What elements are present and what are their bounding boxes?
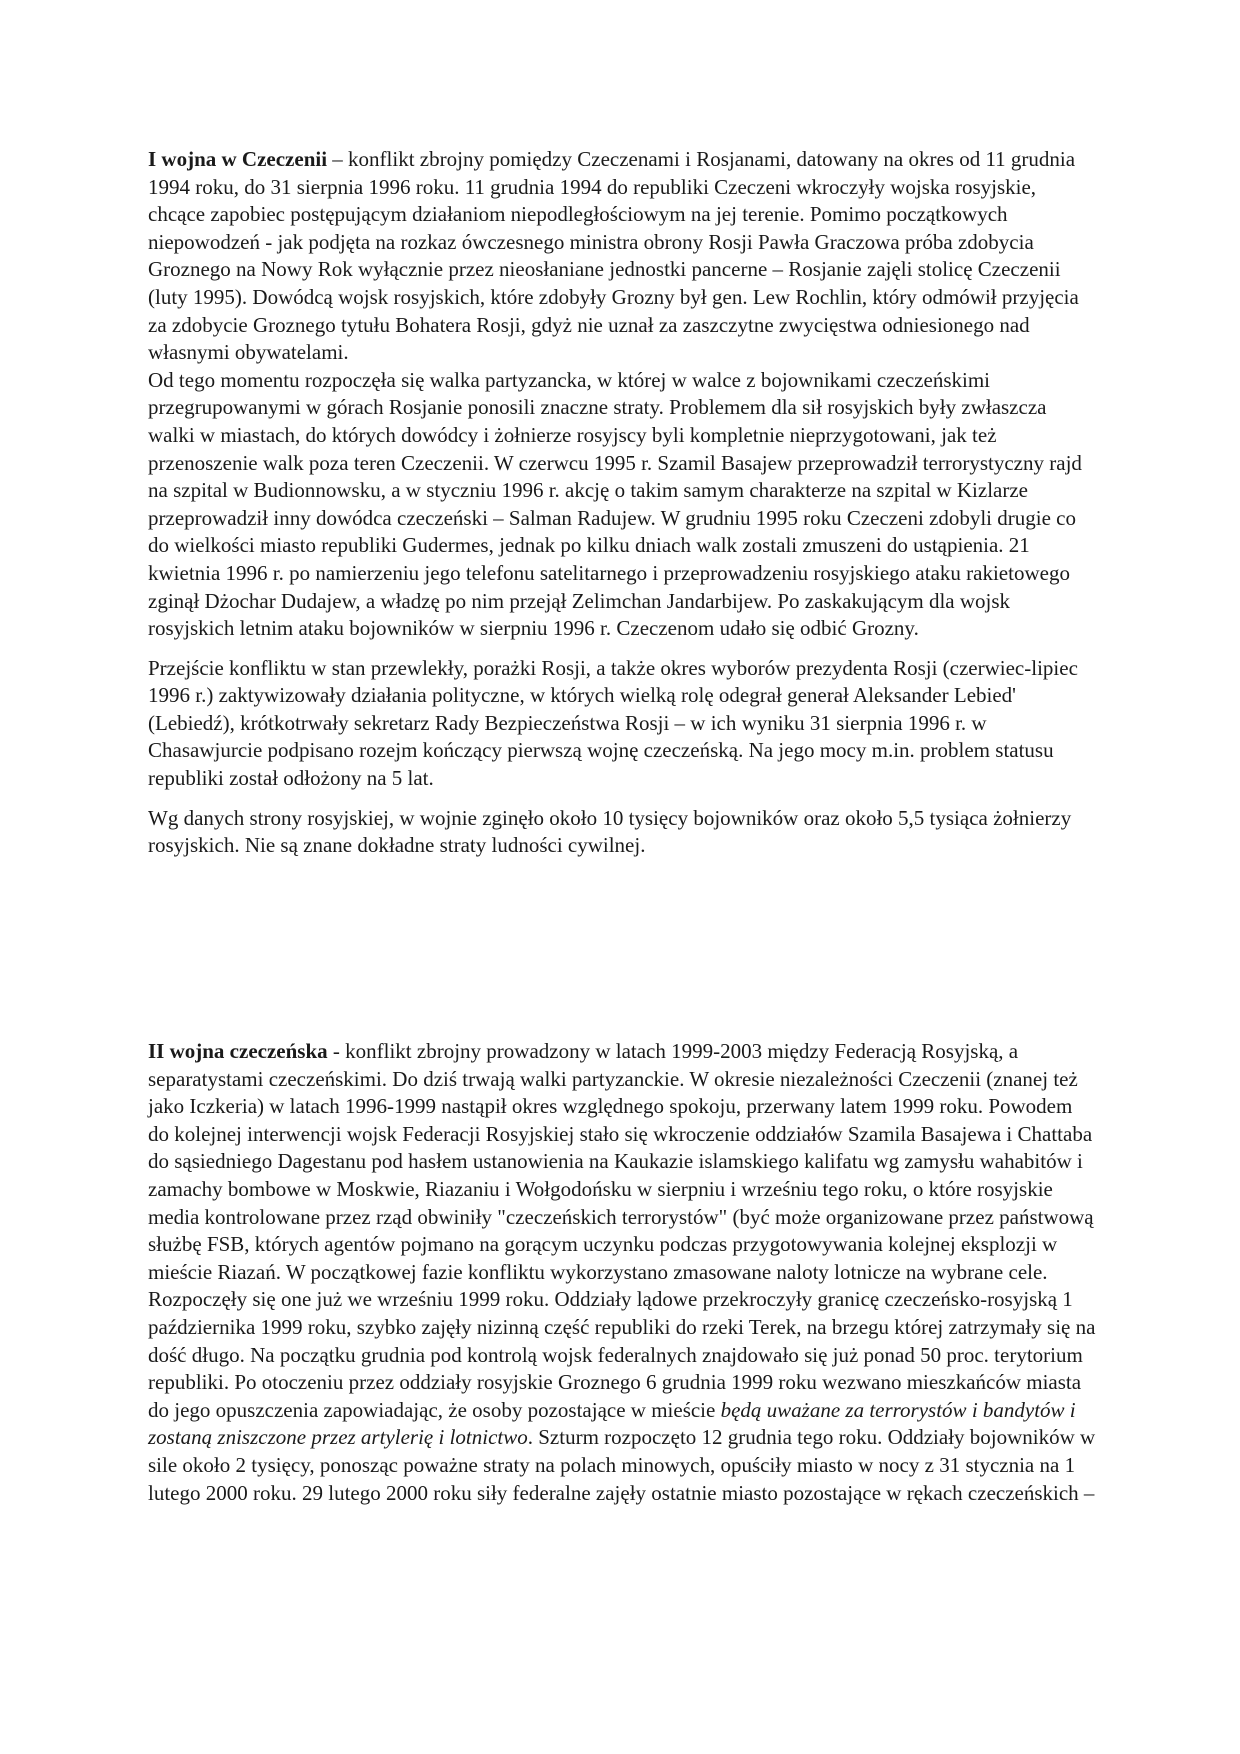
paragraph-gap (148, 643, 1098, 655)
paragraph-gap (148, 793, 1098, 805)
paragraph-1-text: – konflikt zbrojny pomiędzy Czeczenami i Rosjanami, datowany na okres od 11 grudnia 1994 roku, do 31 sierpnia 1996 roku. 11 grudnia 1994 do republiki Czeczeni wkroczyły wojska rosyjskie, chcące zapobiec postępującym działaniom niepodległościowym na jej terenie. Pomimo początkowych niepowodzeń - jak podjęta na rozkaz ówczesnego ministra obrony Rosji Pawła Graczowa próba zdobycia Groznego na Nowy Rok wyłącznie przez nieosłaniane jednostki pancerne – Rosjanie zajęli stolicę Czeczenii (luty 1995). Dowódcą wojsk rosyjskich, które zdobyły Grozny był gen. Lew Rochlin, który odmówił przyjęcia za zdobycie Groznego tytułu Bohatera Rosji, gdyż nie uznał za zaszczytne zwycięstwa odniesionego nad własnymi obywatelami. (148, 147, 1079, 365)
section-first-chechen-war (148, 146, 1098, 860)
heading-second-chechen-war: II wojna czeczeńska (148, 1039, 328, 1063)
paragraph-4: Wg danych strony rosyjskiej, w wojnie zginęło około 10 tysięcy bojowników oraz około 5,5 tysiąca żołnierzy rosyjskich. Nie są znane dokładne straty ludności cywilnej. (148, 805, 1072, 858)
paragraph-5 (148, 1038, 1098, 1507)
paragraph-3: Przejście konfliktu w stan przewlekły, porażki Rosji, a także okres wyborów prezydenta Rosji (czerwiec-lipiec 1996 r.) zaktywizowały działania polityczne, w których wielką rolę odegrał generał Aleksander Lebied' (Lebiedź), krótkotrwały sekretarz Rady Bezpieczeństwa Rosji – w ich wyniku 31 sierpnia 1996 r. w Chasawjurcie podpisano rozejm kończący pierwszą wojnę czeczeńską. Na jego mocy m.in. problem statusu republiki został odłożony na 5 lat. (148, 655, 1078, 791)
paragraph-2: Od tego momentu rozpoczęła się walka partyzancka, w której w walce z bojownikami czeczeńskimi przegrupowanymi w górach Rosjanie ponosili znaczne straty. Problemem dla sił rosyjskich były zwłaszcza walki w miastach, do których dowódcy i żołnierze rosyjscy byli kompletnie nieprzygotowani, jak też przenoszenie walk poza teren Czeczenii. W czerwcu 1995 r. Szamil Basajew przeprowadził terrorystyczny rajd na szpital w Budionnowsku, a w styczniu 1996 r. akcję o takim samym charakterze na szpital w Kizlarze przeprowadził inny dowódca czeczeński – Salman Radujew. W grudniu 1995 roku Czeczeni zdobyli drugie co do wielkości miasto republiki Gudermes, jednak po kilku dniach walk zostali zmuszeni do ustąpienia. 21 kwietnia 1996 r. po namierzeniu jego telefonu satelitarnego i przeprowadzeniu rosyjskiego ataku rakietowego zginął Dżochar Dudajew, a władzę po nim przejął Zelimchan Jandarbijew. Po zaskakującym dla wojsk rosyjskich letnim ataku bojowników w sierpniu 1996 r. Czeczenom udało się odbić Grozny. (148, 367, 1082, 641)
heading-first-chechen-war: I wojna w Czeczenii (148, 147, 328, 171)
paragraph-5-text-end: . Szturm rozpoczęto 12 grudnia tego roku. Oddziały bojowników w sile około 2 tysięcy, ponosząc poważne straty na polach minowych, opuściły miasto w nocy z 31 stycznia na 1 lutego 2000 roku. 29 lutego 2000 roku siły federalne zajęły ostatnie miasto pozostające w rękach czeczeńskich – (148, 1425, 1096, 1505)
section-second-chechen-war (148, 1038, 1098, 1507)
paragraph-1 (148, 146, 1098, 367)
italic-quote: będą uważane za terrorystów i bandytów i zostaną zniszczone przez artylerię i lotnictwo (148, 1397, 1076, 1450)
paragraph-5-text: - konflikt zbrojny prowadzony w latach 1999-2003 między Federacją Rosyjską, a separatystami czeczeńskimi. Do dziś trwają walki partyzanckie. W okresie niezależności Czeczenii (znanej też jako Iczkeria) w latach 1996-1999 nastąpił okres względnego spokoju, przerwany latem 1999 roku. Powodem do kolejnej interwencji wojsk Federacji Rosyjskiej stało się wkroczenie oddziałów Szamila Basajewa i Chattaba do sąsiedniego Dagestanu pod hasłem ustanowienia na Kaukazie islamskiego kalifatu wg zamysłu wahabitów i zamachy bombowe w Moskwie, Riazaniu i Wołgodońsku w sierpniu i wrześniu tego roku, o które rosyjskie media kontrolowane przez rząd obwiniły "czeczeńskich terrorystów" (być może organizowane przez państwową służbę FSB, których agentów pojmano na gorącym uczynku podczas przygotowywania kolejnej eksplozji w mieście Riazań. W początkowej fazie konfliktu wykorzystano zmasowane naloty lotnicze na wybrane cele. Rozpoczęły się one już we wrześniu 1999 roku. Oddziały lądowe przekroczyły granicę czeczeńsko-rosyjską 1 października 1999 roku, szybko zajęły nizinną część republiki do rzeki Terek, na brzegu której zatrzymały się na dość długo. Na początku grudnia pod kontrolą wojsk federalnych znajdowało się już ponad 50 proc. terytorium republiki. Po otoczeniu przez oddziały rosyjskie Groznego 6 grudnia 1999 roku wezwano mieszkańców miasta do jego opuszczenia zapowiadając, że osoby pozostające w mieście (148, 1039, 1096, 1422)
